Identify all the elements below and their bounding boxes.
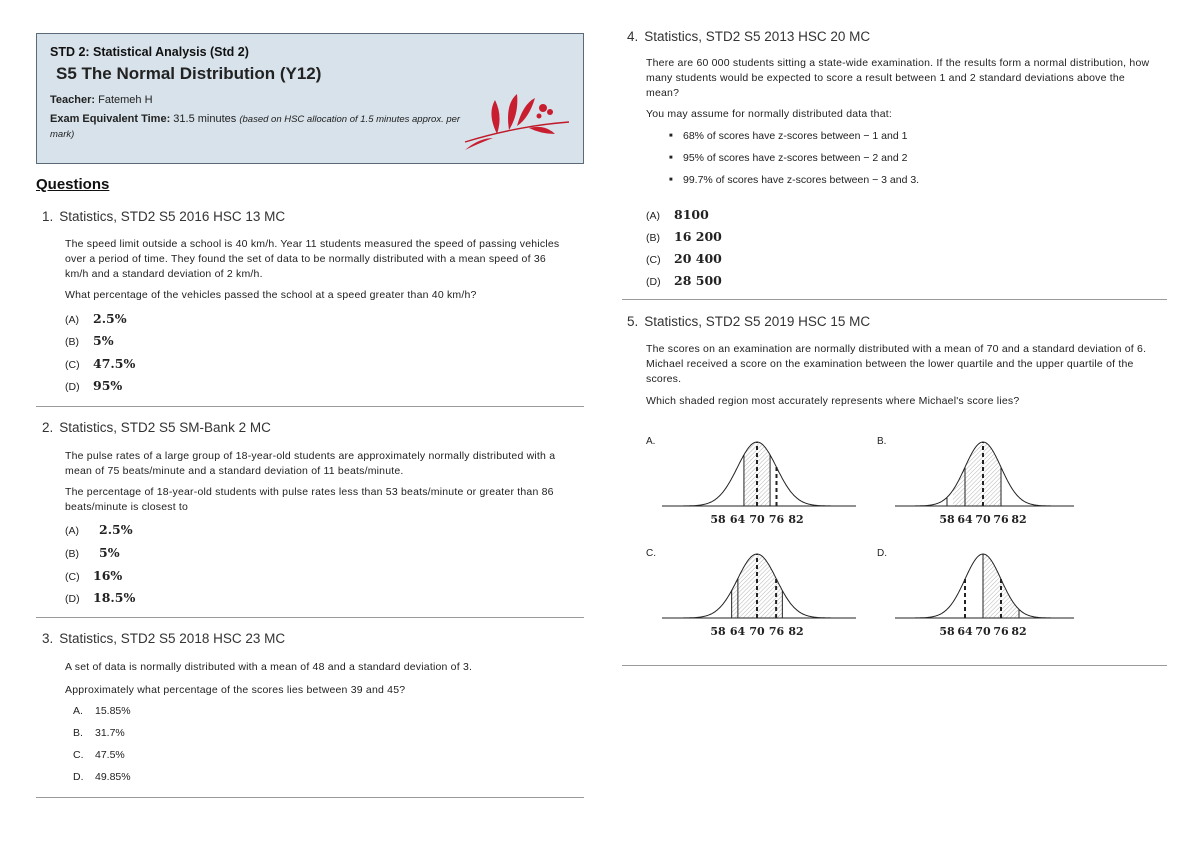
divider: [622, 665, 1167, 666]
graph-a-tick-label: 64: [729, 513, 746, 526]
graph-b-tick-label: 76: [993, 513, 1009, 526]
worksheet-header: [36, 33, 584, 164]
graph-b-tick-label: 64: [957, 513, 973, 526]
course-title: STD 2: Statistical Analysis (Std 2): [50, 45, 249, 59]
q4-option-a-value: 8100: [674, 207, 709, 222]
page-title: S5 The Normal Distribution (Y12): [56, 64, 322, 83]
q5-text: The scores on an examination are normally distributed with a mean of 70 and a standard deviation of 6. Michael received a score on the examination between the lower quartile and the upper quartile of the scores.: [646, 343, 1147, 385]
q1-option-d-label: (D): [65, 381, 80, 393]
q4-title: [627, 29, 870, 44]
q2-option-b[interactable]: [65, 545, 120, 560]
divider: [36, 406, 584, 407]
q4-option-b-value: 16 200: [674, 229, 722, 244]
q2-option-d-value: 18.5%: [93, 590, 136, 605]
q3-title-text: Statistics, STD2 S5 2018 HSC 23 MC: [59, 631, 286, 646]
q4-assume: You may assume for normally distributed data that:: [646, 108, 892, 120]
graph-a[interactable]: [660, 436, 860, 532]
graph-b-tick-label: 70: [975, 513, 991, 526]
q4-option-b-label: (B): [646, 232, 660, 244]
teacher-line: [50, 94, 153, 106]
graph-a-tick-label: 82: [788, 513, 804, 526]
q1-text: The speed limit outside a school is 40 km/h. Year 11 students measured the speed of passing vehicles over a period of time. They found the set of data to be normally distributed with a mean speed of 36 km/h and a standard deviation of 2 km/h.: [65, 238, 560, 280]
q1-number: 1.: [42, 209, 54, 224]
q3-option-d-value: 49.85%: [95, 771, 131, 783]
graph-d-tick-label: 82: [1011, 625, 1027, 638]
q3-option-c-label: C.: [73, 749, 84, 761]
graph-c-label[interactable]: C.: [646, 548, 656, 559]
graph-a-label[interactable]: A.: [646, 436, 656, 447]
q1-option-c[interactable]: [65, 356, 135, 371]
q5-question: Which shaded region most accurately represents where Michael's score lies?: [646, 395, 1020, 407]
q2-option-b-value: 5%: [99, 545, 120, 560]
q2-option-a-value: 2.5%: [99, 522, 133, 537]
graph-d-tick-label: 64: [957, 625, 973, 638]
q2-title-text: Statistics, STD2 S5 SM-Bank 2 MC: [59, 420, 271, 435]
graph-a-tick-label: 70: [749, 513, 765, 526]
graph-d-tick-label: 76: [993, 625, 1009, 638]
q2-option-d-label: (D): [65, 593, 80, 605]
q4-bullet-3: ■ 99.7% of scores have z-scores between − 3 and 3.: [683, 174, 919, 186]
q4-option-a-label: (A): [646, 210, 660, 222]
graph-d-label[interactable]: D.: [877, 548, 887, 559]
q3-text: A set of data is normally distributed with a mean of 48 and a standard deviation of 3.: [65, 661, 473, 673]
q4-bullet-2: ■ 95% of scores have z-scores between − 2 and 2: [683, 152, 907, 164]
q3-title: [42, 631, 285, 646]
q1-option-c-value: 47.5%: [93, 356, 136, 371]
q3-option-b-value: 31.7%: [95, 727, 125, 739]
q4-option-c[interactable]: [646, 251, 722, 266]
graph-b-label[interactable]: B.: [877, 436, 887, 447]
q4-option-a[interactable]: [646, 207, 709, 222]
graph-d[interactable]: [893, 548, 1078, 644]
q2-option-d[interactable]: [65, 590, 135, 605]
q4-bullet-1: ■ 68% of scores have z-scores between − 1 and 1: [683, 130, 907, 142]
q1-question: What percentage of the vehicles passed the school at a speed greater than 40 km/h?: [65, 289, 477, 301]
divider: [36, 617, 584, 618]
exam-time-line: [50, 112, 470, 142]
gum-leaf-logo-icon: [457, 64, 577, 164]
teacher-label: Teacher:: [50, 94, 96, 106]
q4-text: There are 60 000 students sitting a state-wide examination. If the results form a normal distribution, how many students would be expected to score a result between 1 and 2 standard deviations above the mean?: [646, 57, 1150, 99]
q3-option-b-label: B.: [73, 727, 83, 739]
q4-option-d-label: (D): [646, 276, 661, 288]
graph-a-tick-label: 58: [710, 513, 726, 526]
q1-option-d[interactable]: [65, 378, 122, 393]
q1-title-text: Statistics, STD2 S5 2016 HSC 13 MC: [59, 209, 286, 224]
q3-number: 3.: [42, 631, 54, 646]
q4-number: 4.: [627, 29, 639, 44]
graph-c[interactable]: [660, 548, 860, 644]
q1-option-a-label: (A): [65, 314, 79, 326]
q4-option-d-value: 28 500: [674, 273, 722, 288]
q1-title: [42, 209, 285, 224]
q2-text: The pulse rates of a large group of 18-year-old students are approximately normally distributed with a mean of 75 beats/minute and a standard deviation of 11 beats/minute.: [65, 450, 556, 477]
exam-time-label: Exam Equivalent Time:: [50, 113, 171, 125]
q4-option-d[interactable]: [646, 273, 722, 288]
graph-c-tick-label: 76: [768, 625, 785, 638]
q2-option-c-value: 16%: [93, 568, 123, 583]
q5-number: 5.: [627, 314, 639, 329]
teacher-name: Fatemeh H: [98, 94, 153, 106]
q5-title: [627, 314, 870, 329]
q4-option-c-label: (C): [646, 254, 661, 266]
q3-option-d-label: D.: [73, 771, 84, 783]
q1-option-b-value: 5%: [93, 333, 114, 348]
q3-option-c[interactable]: [73, 749, 125, 761]
q1-option-b[interactable]: [65, 333, 114, 348]
graph-c-tick-label: 58: [710, 625, 726, 638]
q5-title-text: Statistics, STD2 S5 2019 HSC 15 MC: [644, 314, 871, 329]
q1-option-a-value: 2.5%: [93, 311, 127, 326]
graph-c-tick-label: 64: [729, 625, 746, 638]
q1-option-a[interactable]: [65, 311, 127, 326]
graph-d-tick-label: 70: [975, 625, 991, 638]
q3-option-c-value: 47.5%: [95, 749, 125, 761]
questions-heading: Questions: [36, 176, 110, 193]
exam-time-note: (based on HSC allocation of 1.5 minutes approx. per mark): [50, 114, 461, 140]
q4-option-c-value: 20 400: [674, 251, 722, 266]
q3-option-a-label: A.: [73, 705, 83, 717]
graph-c-tick-label: 82: [788, 625, 804, 638]
q3-option-b[interactable]: [73, 727, 125, 739]
q1-option-b-label: (B): [65, 336, 79, 348]
graph-b[interactable]: [893, 436, 1078, 532]
q2-number: 2.: [42, 420, 54, 435]
q3-question: Approximately what percentage of the scores lies between 39 and 45?: [65, 684, 406, 696]
divider: [622, 299, 1167, 300]
divider: [36, 797, 584, 798]
q2-option-b-label: (B): [65, 548, 79, 560]
graph-b-tick-label: 58: [939, 513, 955, 526]
graph-b-tick-label: 82: [1011, 513, 1027, 526]
q4-title-text: Statistics, STD2 S5 2013 HSC 20 MC: [644, 29, 871, 44]
graph-a-tick-label: 76: [768, 513, 785, 526]
q2-title: [42, 420, 271, 435]
q2-option-c-label: (C): [65, 571, 80, 583]
q2-question: The percentage of 18-year-old students with pulse rates less than 53 beats/minute or greater than 86 beats/minute is closest to: [65, 486, 554, 513]
q3-option-d[interactable]: [73, 771, 131, 783]
q3-option-a-value: 15.85%: [95, 705, 131, 717]
q1-option-c-label: (C): [65, 359, 80, 371]
exam-time-value: 31.5 minutes: [173, 113, 237, 125]
graph-c-tick-label: 70: [749, 625, 765, 638]
q4-option-b[interactable]: [646, 229, 722, 244]
q2-option-a-label: (A): [65, 525, 79, 537]
q1-option-d-value: 95%: [93, 378, 123, 393]
q2-option-c[interactable]: [65, 568, 122, 583]
graph-d-tick-label: 58: [939, 625, 955, 638]
q3-option-a[interactable]: [73, 705, 131, 717]
q2-option-a[interactable]: [65, 522, 133, 537]
